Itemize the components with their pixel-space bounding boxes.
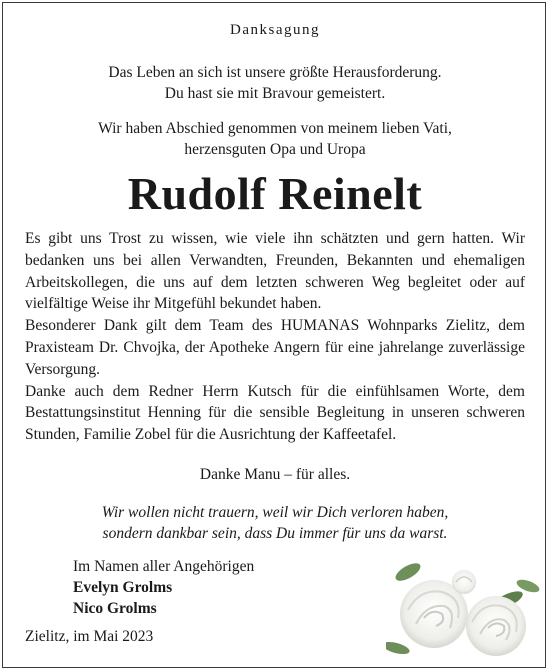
body-paragraph: Danke auch dem Redner Herrn Kutsch für die einfühlsamen Worte, dem Bestattungsinstitut Henning für die sensible Begleitung in unseren schweren Stunden, Familie Zobel für die Ausrichtung der Kaffeetafel. <box>25 382 525 444</box>
body-paragraph: Besonderer Dank gilt dem Team des HUMANAS Wohnparks Zielitz, dem Praxisteam Dr. Chvojka, der Apotheke Angern für eine jahrelange zuverlässige Versorgung. <box>25 317 525 378</box>
farewell-text <box>0 118 550 160</box>
signer-name: Evelyn Grolms <box>73 579 173 596</box>
memorial-quote <box>0 502 550 544</box>
thanks-line: Danke Manu – für alles. <box>199 466 351 483</box>
page-title: Danksagung <box>230 22 320 38</box>
deceased-name: Rudolf Reinelt <box>127 168 423 219</box>
signoff <box>73 556 254 619</box>
farewell-line: Wir haben Abschied genommen von meinem lieben Vati, <box>98 120 452 137</box>
farewell-line: herzensguten Opa und Uropa <box>184 141 366 158</box>
acknowledgement-body <box>25 228 525 446</box>
intro-line: Du hast sie mit Bravour gemeistert. <box>164 85 386 102</box>
signoff-intro: Im Namen aller Angehörigen <box>73 558 255 575</box>
body-paragraph: Es gibt uns Trost zu wissen, wie viele ihn schätzten und gern hatten. Wir bedanken uns bei allen Verwandten, Freunden, Bekannten und ehemaligen Arbeitskollegen, die uns auf dem letzten schweren Weg begleitet oder auf vielfältige Weise ihr Mitgefühl bekundet haben. <box>25 230 525 313</box>
quote-line: Wir wollen nicht trauern, weil wir Dich verloren haben, <box>101 504 449 521</box>
signer-name: Nico Grolms <box>73 600 157 617</box>
intro-line: Das Leben an sich ist unsere größte Herausforderung. <box>108 64 442 81</box>
place-date: Zielitz, im Mai 2023 <box>25 628 154 645</box>
quote-line: sondern dankbar sein, dass Du immer für uns da warst. <box>102 525 448 542</box>
white-roses-icon <box>386 552 546 664</box>
intro-text <box>0 62 550 104</box>
